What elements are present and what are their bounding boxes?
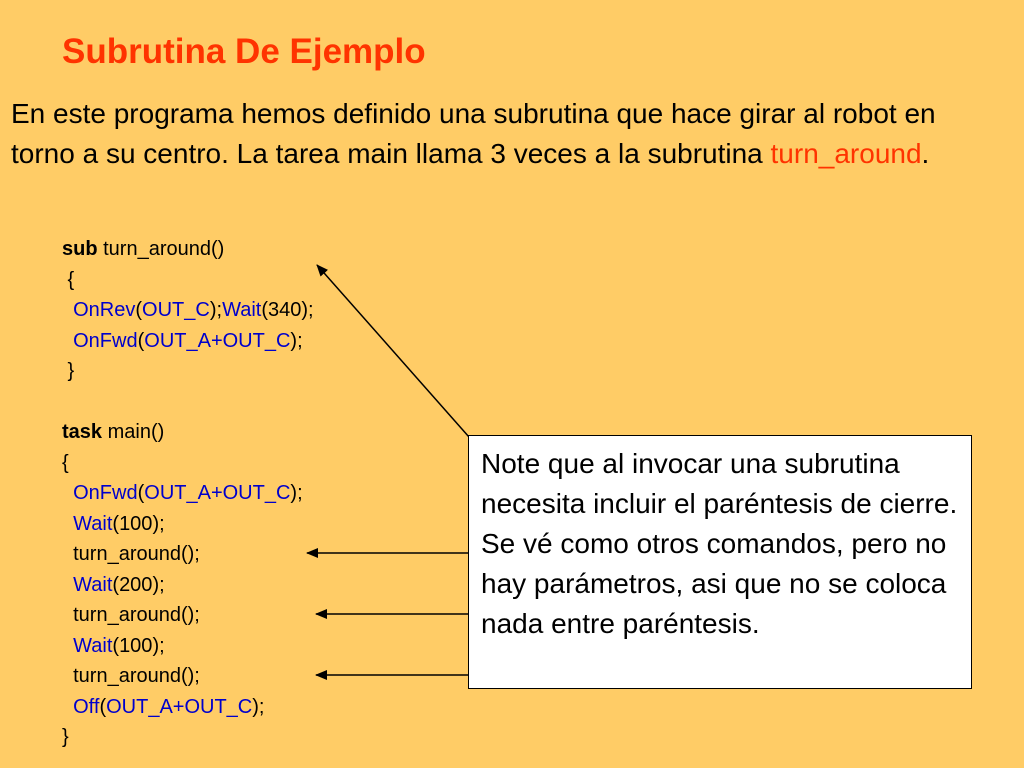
arrow-to-sub-definition [317, 265, 469, 437]
code-brace: { [62, 268, 75, 291]
intro-highlight: turn_around [770, 138, 922, 169]
code-number: 100 [119, 634, 153, 657]
code-brace: } [62, 360, 75, 382]
code-line-wait: Wait(200); [73, 573, 165, 596]
code-argument: OUT_A+OUT_C [144, 329, 291, 352]
code-call: turn_around(); [73, 543, 200, 565]
code-function: OnRev [73, 299, 136, 321]
code-sub-signature: turn_around() [97, 238, 225, 260]
code-line-off: Off(OUT_A+OUT_C); [73, 695, 265, 718]
code-function: Off [73, 695, 100, 718]
code-argument: OUT_C [142, 299, 210, 321]
code-brace: { [62, 451, 69, 474]
code-line-onrev: OnRev(OUT_C);Wait(340); [73, 299, 314, 321]
note-box: Note que al invocar una subrutina necesita incluir el paréntesis de cierre. Se vé como otros comandos, pero no hay parámetros, asi que no se coloca nada entre paréntesis. [468, 435, 972, 689]
code-argument: OUT_A+OUT_C [106, 695, 253, 718]
code-call: turn_around(); [73, 665, 200, 687]
code-function: Wait [73, 512, 113, 535]
slide-title: Subrutina De Ejemplo [62, 32, 426, 71]
code-line-wait: Wait(100); [73, 634, 165, 657]
code-function: Wait [73, 573, 113, 596]
code-call: turn_around(); [73, 604, 200, 626]
code-number: 340 [268, 299, 302, 321]
code-task-signature: main() [102, 421, 165, 443]
code-line-onfwd: OnFwd(OUT_A+OUT_C); [73, 329, 303, 352]
code-function: Wait [73, 634, 113, 657]
code-keyword-sub: sub [62, 238, 98, 260]
intro-text: En este programa hemos definido una subrutina que hace girar al robot en torno a su centro. La tarea main llama 3 veces a la subrutina [11, 98, 936, 169]
code-line-onfwd: OnFwd(OUT_A+OUT_C); [73, 482, 303, 504]
code-function: OnFwd [73, 482, 138, 504]
code-keyword-task: task [62, 421, 103, 443]
code-brace: } [62, 726, 69, 748]
code-number: 200 [119, 573, 153, 596]
code-argument: OUT_A+OUT_C [144, 482, 291, 504]
code-number: 100 [119, 512, 153, 535]
intro-period: . [921, 138, 930, 169]
code-line-wait: Wait(100); [73, 512, 165, 535]
code-function: OnFwd [73, 329, 138, 352]
code-function: Wait [222, 299, 262, 321]
